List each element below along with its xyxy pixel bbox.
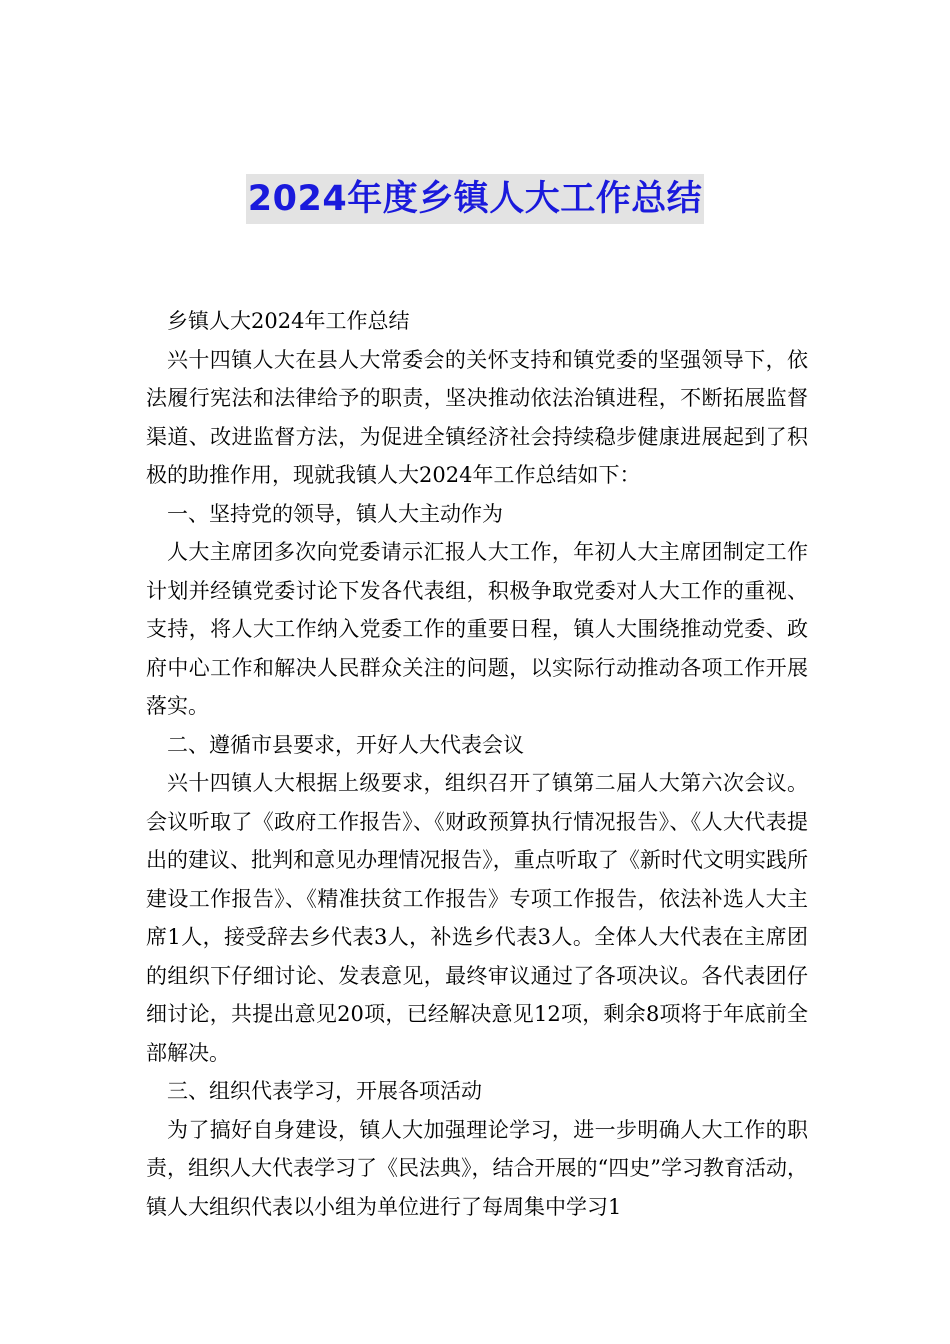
section-heading-2: 二、遵循市县要求，开好人大代表会议 bbox=[167, 732, 524, 757]
intro-paragraph: 兴十四镇人大在县人大常委会的关怀支持和镇党委的坚强领导下，依法履行宪法和法律给予的职责，坚决推动依法治镇进程，不断拓展监督渠道、改进监督方法，为促进全镇经济社会持续稳步健康进展起到了积极的助推作用，现就我镇人大2024年工作总结如下： bbox=[146, 347, 808, 487]
section-paragraph-1: 人大主席团多次向党委请示汇报人大工作，年初人大主席团制定工作计划并经镇党委讨论下发各代表组，积极争取党委对人大工作的重视、支持，将人大工作纳入党委工作的重要日程，镇人大围绕推动党委、政府中心工作和解决人民群众关注的问题，以实际行动推动各项工作开展落实。 bbox=[146, 540, 808, 718]
subtitle-line: 乡镇人大2024年工作总结 bbox=[167, 309, 410, 333]
document-title: 2024年度乡镇人大工作总结 bbox=[246, 174, 704, 224]
document-body bbox=[146, 302, 808, 1226]
section-paragraph-2: 兴十四镇人大根据上级要求，组织召开了镇第二届人大第六次会议。会议听取了《政府工作报告》、《财政预算执行情况报告》、《人大代表提出的建议、批判和意见办理情况报告》，重点听取了《新时代文明实践所建设工作报告》、《精准扶贫工作报告》专项工作报告，依法补选人大主席1人，接受辞去乡代表3人，补选乡代表3人。全体人大代表在主席团的组织下仔细讨论、发表意见，最终审议通过了各项决议。各代表团仔细讨论，共提出意见20项，已经解决意见12项，剩余8项将于年底前全部解决。 bbox=[146, 771, 808, 1065]
section-paragraph-3: 为了搞好自身建设，镇人大加强理论学习，进一步明确人大工作的职责，组织人大代表学习了《民法典》，结合开展的“四史”学习教育活动，镇人大组织代表以小组为单位进行了每周集中学习1 bbox=[146, 1117, 808, 1219]
section-heading-3: 三、组织代表学习，开展各项活动 bbox=[167, 1079, 482, 1103]
title-container bbox=[0, 174, 950, 224]
section-heading-1: 一、坚持党的领导，镇人大主动作为 bbox=[167, 501, 503, 526]
